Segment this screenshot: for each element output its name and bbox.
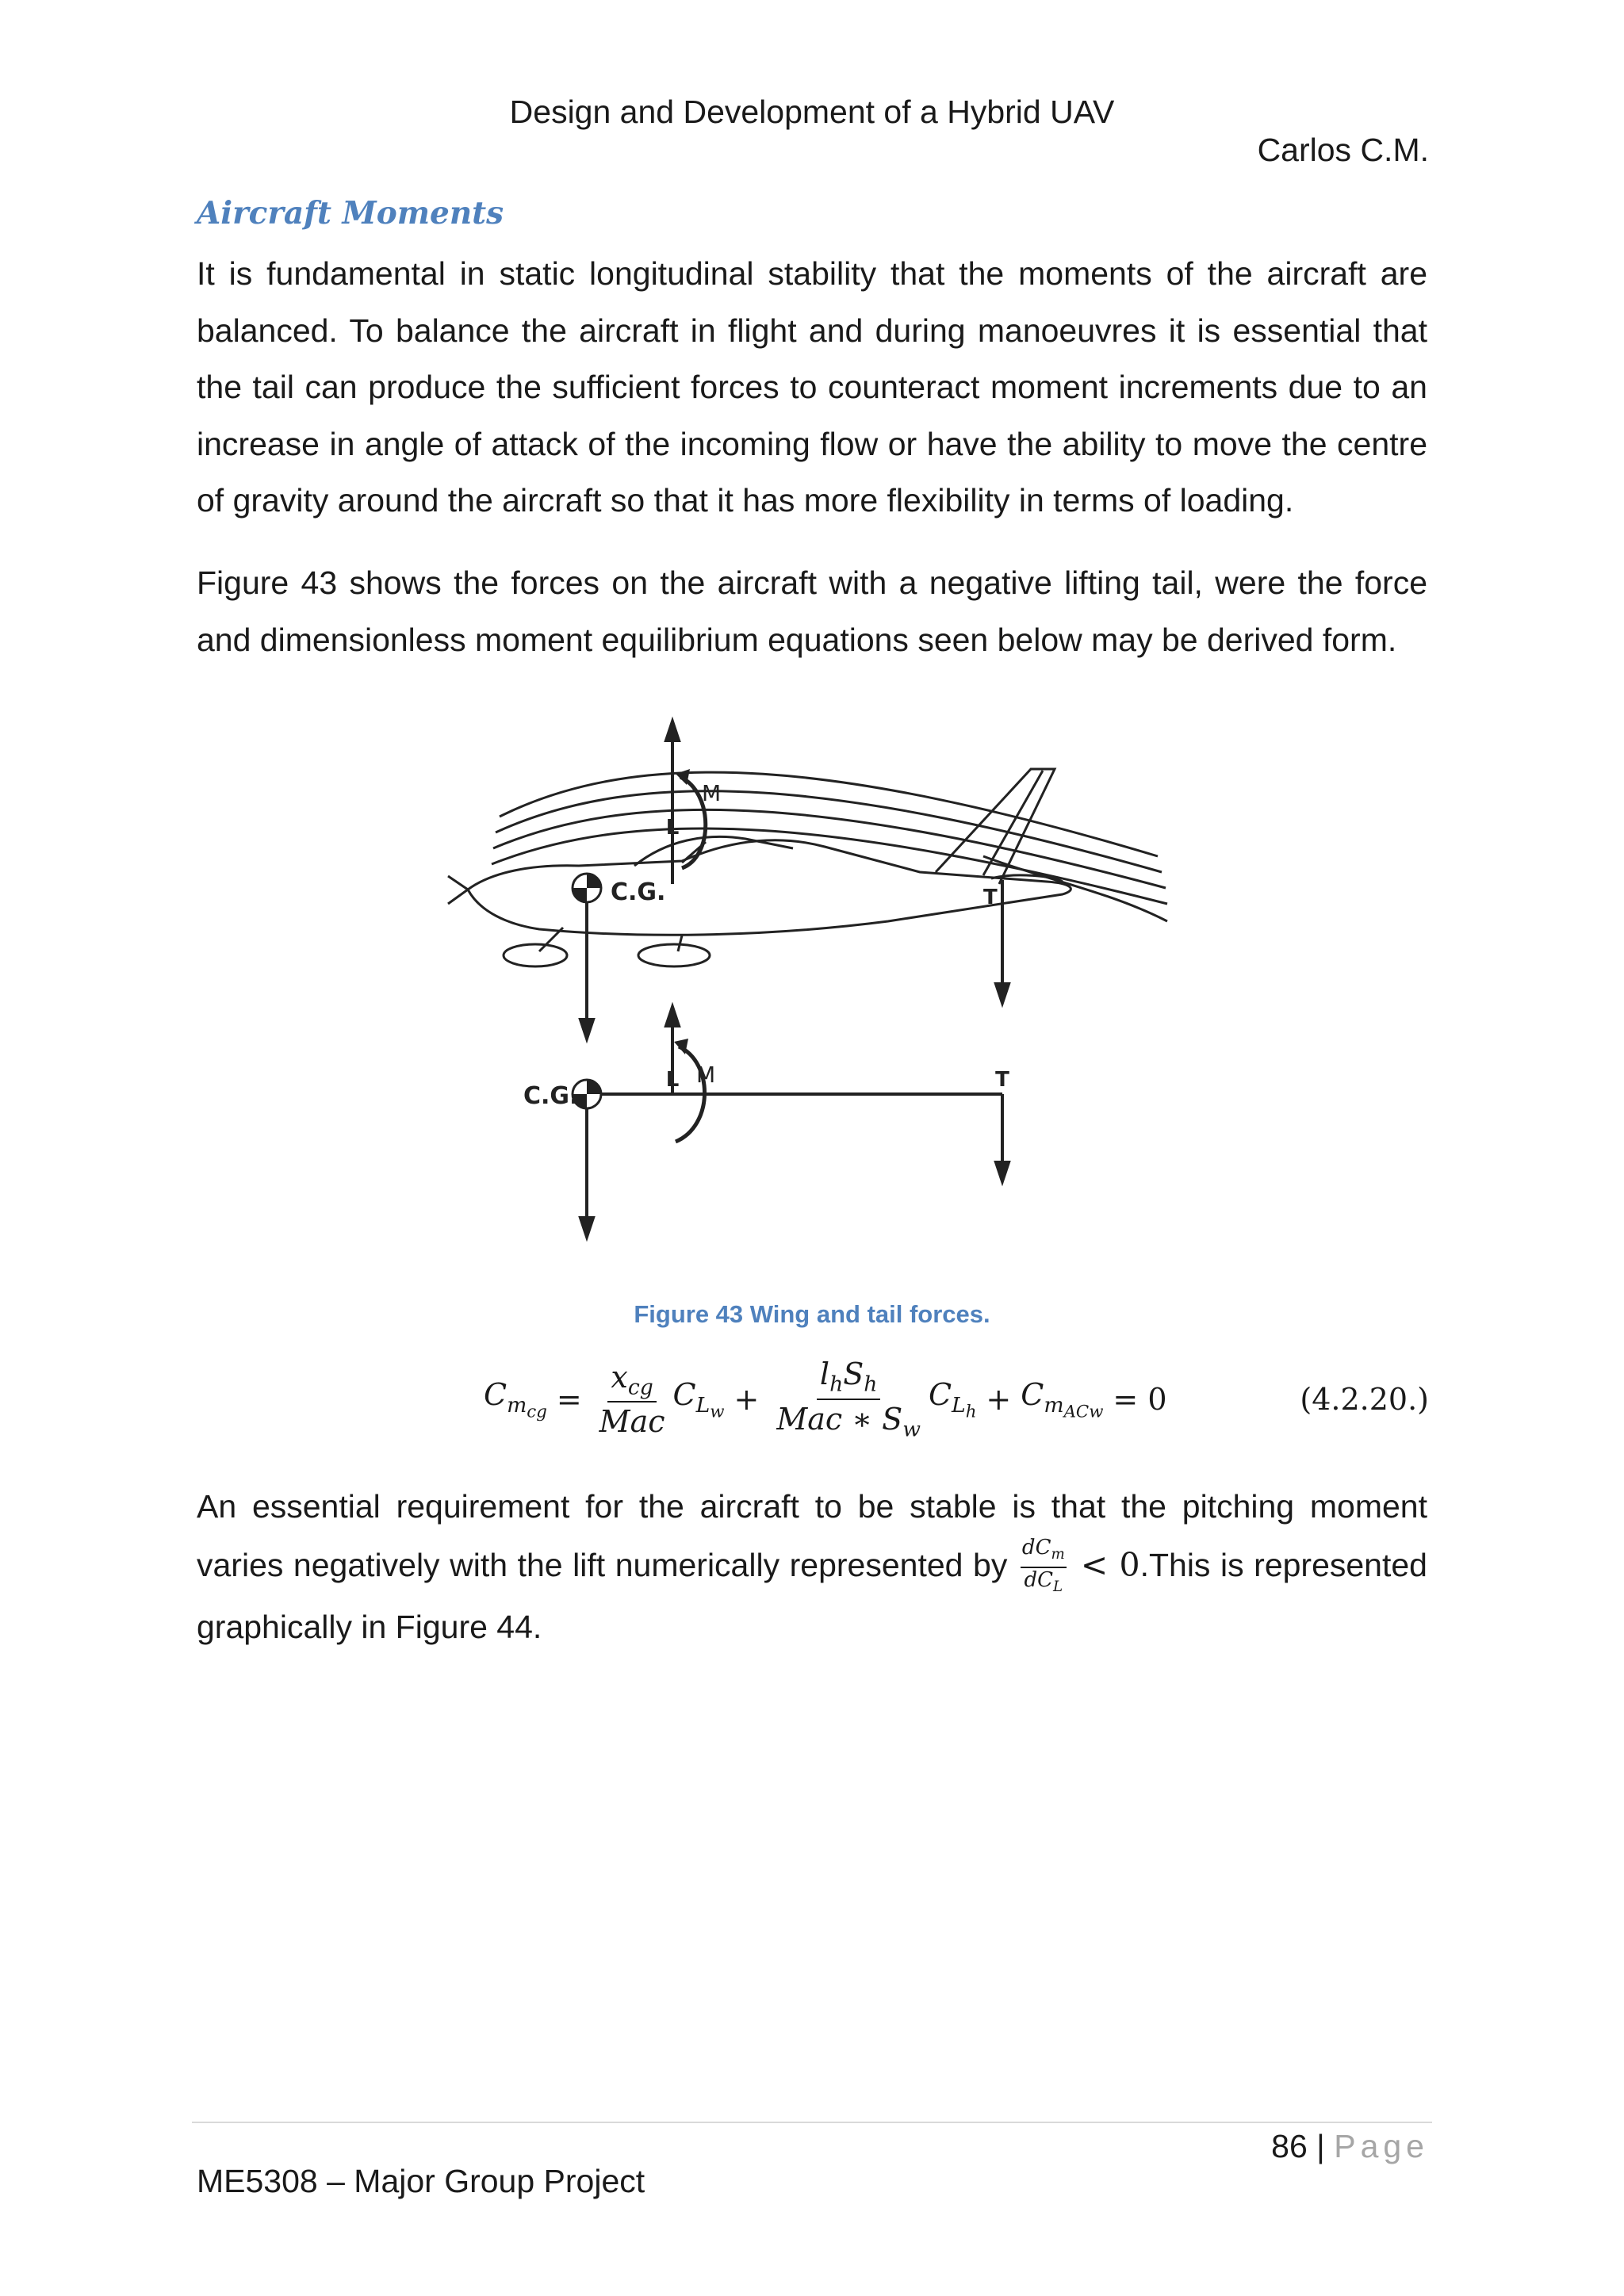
wheel bbox=[504, 944, 567, 966]
body-paragraph: Figure 43 shows the forces on the aircraft with a negative lifting tail, were the force and dimensionless moment equilibrium equations seen below may be derived form. bbox=[197, 564, 1427, 658]
paragraph-text: An essential requirement for the aircraft to be stable is that the pitching moment varies negatively with the lift numerically represented by bbox=[197, 1488, 1427, 1583]
moment-equation: $C_{m_{cg}}$ = $\frac{x_{cg}}{\text{Mac}}$ $C_{L_w}$ + $\frac{l_hS_h}{Mac ∗ S_w}$ $C_{L_h}$ + $C_{m_{ACw}}$ = 0 bbox=[484, 1357, 1167, 1442]
equation-row bbox=[0, 1348, 1624, 1451]
cg-symbol bbox=[573, 874, 601, 902]
header-title: Design and Development of a Hybrid UAV bbox=[509, 94, 1115, 130]
lift-label-bottom: L bbox=[665, 1068, 680, 1092]
vertical-tail bbox=[936, 769, 1055, 884]
fuselage bbox=[468, 840, 1071, 936]
wing-tail-forces-figure bbox=[444, 714, 1174, 1253]
lift-label-top: L bbox=[665, 816, 680, 840]
footer-divider bbox=[192, 2122, 1432, 2123]
cg-label-bottom: C.G. bbox=[523, 1082, 579, 1110]
moment-label-top: M bbox=[702, 780, 722, 806]
body-paragraph bbox=[197, 1479, 1427, 1655]
page-word: Page bbox=[1334, 2128, 1429, 2164]
equation-number: (4.2.20.) bbox=[1300, 1382, 1429, 1417]
moment-label-bottom: M bbox=[696, 1062, 716, 1088]
streamline bbox=[496, 791, 1162, 872]
page-number bbox=[1271, 2128, 1429, 2165]
footer-course: ME5308 – Major Group Project bbox=[197, 2163, 645, 2199]
tail-label-top: T bbox=[983, 886, 998, 909]
derivative-fraction: $\frac{dC_m}{dC_L}$ bbox=[1021, 1535, 1065, 1595]
section-heading: Aircraft Moments bbox=[197, 195, 504, 232]
paragraph-text: .This is represented graphically in Figure 44. bbox=[197, 1546, 1427, 1645]
cg-label-top: C.G. bbox=[611, 878, 666, 906]
page-number-value: 86 bbox=[1271, 2128, 1308, 2164]
equation-equals-zero: = 0 bbox=[1113, 1382, 1167, 1417]
propeller bbox=[448, 876, 468, 904]
page-separator: | bbox=[1316, 2128, 1325, 2164]
body-paragraph: It is fundamental in static longitudinal stability that the moments of the aircraft are balanced. To balance the aircraft in flight and during manoeuvres it is essential that the tail can produce the sufficient forces to counteract moment increments due to an increase in angle of attack of the incoming flow or have the ability to move the centre of gravity around the aircraft so that it has more flexibility in terms of loading. bbox=[197, 255, 1427, 519]
inequality: < 0 bbox=[1069, 1545, 1140, 1584]
tail-label-bottom: T bbox=[995, 1068, 1009, 1092]
wheel bbox=[638, 944, 710, 966]
header-author: Carlos C.M. bbox=[1257, 132, 1429, 168]
figure-caption: Figure 43 Wing and tail forces. bbox=[634, 1300, 990, 1328]
